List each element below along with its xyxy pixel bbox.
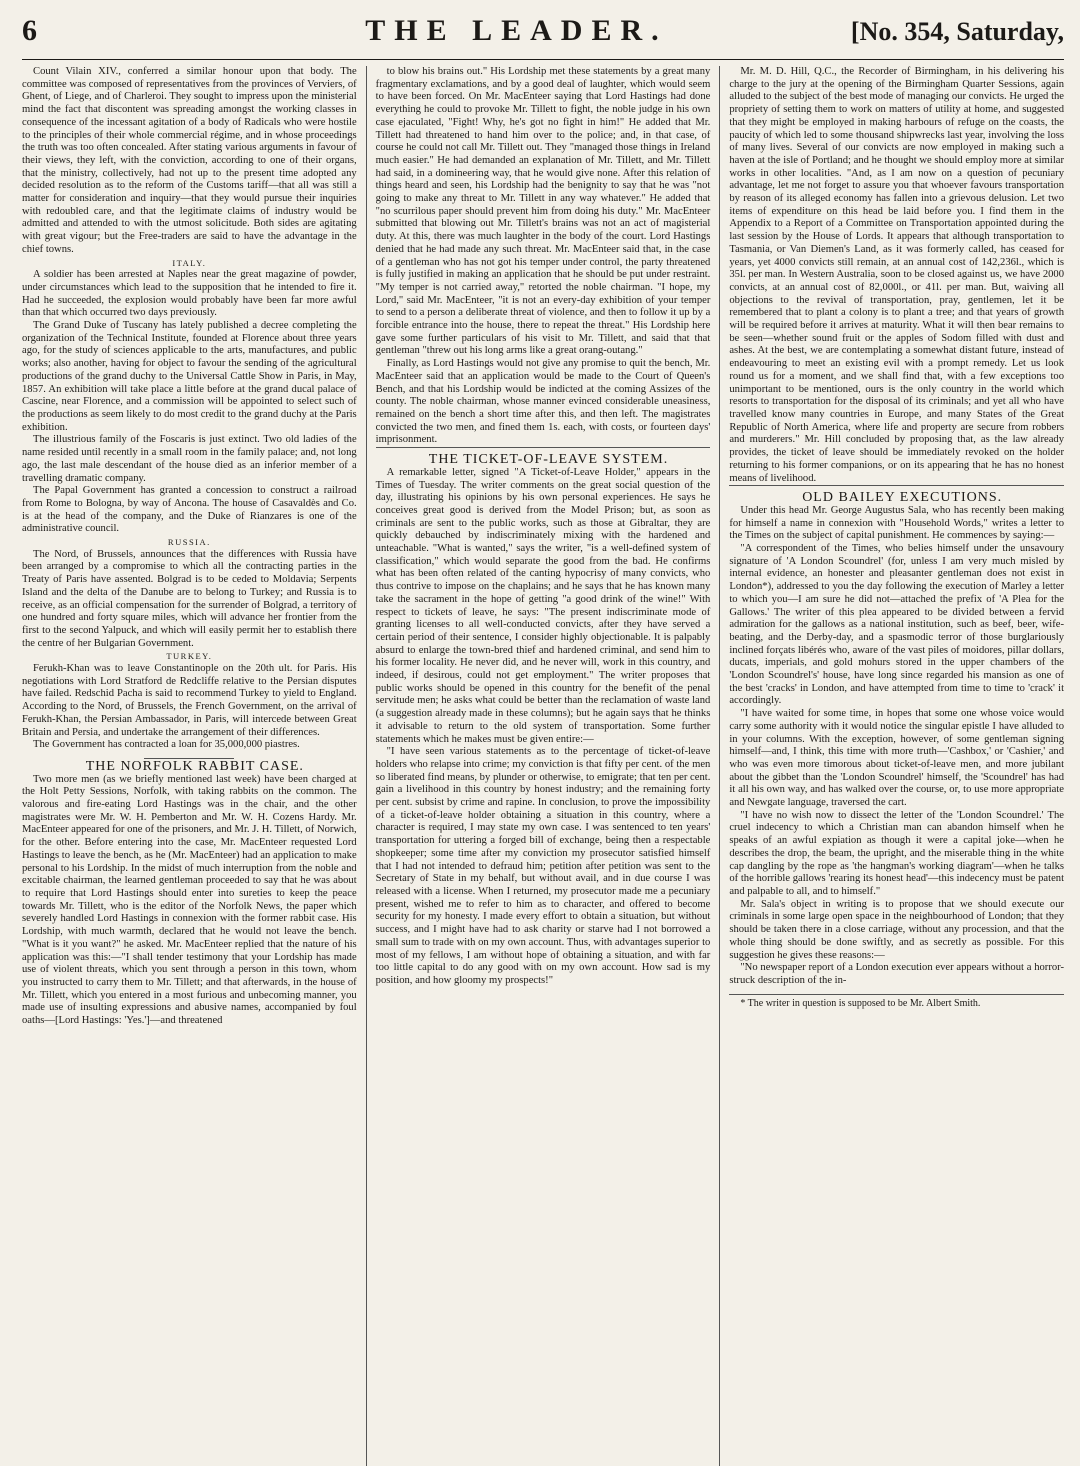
paragraph: The Nord, of Brussels, announces that the differences with Russia have been arranged by a compromise to which all the contracting parties in the Treaty of Paris have assented. Bolgrad is to be ceded to Moldavia; Serpents Island and the delta of the Danube are to belong to Turkey; and Russia is to receive, as an official compensation for the surrender of Bolgrad, a territory of one hundred and forty square miles, which will advance her frontier from the first to the second Yalpuck, and which will easily permit her to establish there the centre of her Bulgarian Government.	[22, 548, 357, 649]
article-heading-ticket-of-leave: THE TICKET-OF-LEAVE SYSTEM.	[376, 447, 711, 467]
issue-info: [No. 354, Saturday,	[850, 17, 1064, 46]
paragraph: A remarkable letter, signed "A Ticket-of-Leave Holder," appears in the Times of Tuesday. The writer comments on the great social question of the day, illustrating his opinions by his own personal experiences. He says he conceives great good is derived from the Model Prison; but, as soon as criminals are sent to the public works, such as those at Gibraltar, they are quickly debauched by indiscriminately mixing with the hardened and unteachable. "What is wanted," says the writer, "is a well-defined system of classification," which would separate the good from the bad. He confirms what has been often related of the canting hypocrisy of many convicts, who thus contrive to impose on the chaplains; and he says that he has known many take the sacrament in the hope of getting "a good drink of the wine!" With respect to tickets of leave, he says: "The present indiscriminate mode of granting licenses to all well-conducted convicts, after they have served a certain period of their sentence, I consider highly objectionable. It is palpably absurd to enlarge the town-bred thief and hardened criminal, and send him to his former locality. He never did, and he never will, work in this country, and indeed, if desirous, could not get employment." The writer proposes that public works should be opened in this country for the benefit of the penal servitude men; he asks what could be better than the reclamation of waste land (a suggestion already made in these columns); but he again says that he thinks it advisable to return to the old system of transportation. Some further statements which he makes must be given entire:—	[375, 466, 711, 745]
newspaper-title: THE LEADER.	[365, 14, 668, 47]
paragraph: Mr. Sala's object in writing is to propose that we should execute our criminals in some large open space in the neighbourhood of London; that they should be taken there in a close carriage, without any procession, and that the whole thing should be done swiftly, and as secretly as possible. For this suggestion he gives these reasons:—	[729, 898, 1064, 961]
footnote-text: * The writer in question is supposed to be Mr. Albert Smith.	[740, 997, 981, 1009]
column-1	[22, 66, 367, 1466]
paragraph: Count Vilain XIV., conferred a similar honour upon that body. The committee was composed of representatives from the provinces of Verviers, of Ghent, of Liege, and of Charleroi. They sought to impress upon the ministerial mind the fact that discontent was spreading amongst the working classes in consequence of the incessant agitation of a body of Radicals who were hostile to the principles of their whole commercial régime, and in whose proceedings the truth was too often concealed. After stating various arguments in favour of their views, they left, with the conviction, according to one of their organs, that the ministry, collectively, had not up to the present time adopted any decided resolution as to the reform of the Customs tariff—that all was still a matter for consideration and inquiry—that they would pursue their inquiries with redoubled care, and that the legitimate claims of industry would be admitted and attended to with the utmost solicitude. Both sides are agitating with great vigour; but the Free-traders are said to have the advantage in the chief towns.	[22, 66, 357, 255]
section-subhead-italy: ITALY.	[172, 257, 207, 268]
page-number: 6	[22, 14, 37, 47]
paragraph: Mr. M. D. Hill, Q.C., the Recorder of Birmingham, in his delivering his charge to the jury at the opening of the Birmingham Quarter Sessions, again alluded to the subject of the best mode of managing our convicts. He urged the propriety of setting them to work on matters of utility at home, and suggested that they might be employed in making harbours of refuge on the coasts, the paucity of which led to some thousand shipwrecks last year, involving the loss of many lives. Several of our convicts are now employed in making such a haven at the isle of Portland; and he thought we should employ more at similar works in other localities. "And, as I am now on a question of pecuniary advantage, let me not forget to assure you that whoever favours transportation by reason of its alleged economy has fallen into a grievous delusion. Let two items of expenditure on this head be laid before you. I find them in the Appendix to a Report of a Committee on Transportation appointed during the last session by the House of Lords. It appears that although transportation to Tasmania, or Van Diemen's Land, as it was formerly called, has ceased for years, yet 4000 convicts still remain, at an annual cost of 142,236l., which is 35l. per man. In Western Australia, soon to be closed against us, we have 2000 convicts, at an annual cost of 82,000l., or 41l. per man. But, waiving all objections to the revival of transportation, pray, gentlemen, let it be remembered that to plant a colony is to plant a tree; and that years of growth will be required before it arrives at maturity. What it will then bear remains to be seen—whether sound fruit or the apples of Sodom filled with dust and ashes. At the best, we are contemplating a somewhat distant future, instead of endeavouring to meet an existing evil with a prompt remedy. Let us look round us for a moment, and we shall find that, with a few exceptions too unimportant to be mentioned, ours is the only country in the world which resorts to transportation for the disposal of its criminals; and yet all who have travelled know many countries in Europe, and many States of the Great Republic of North America, where life and property are secure from robbers and murderers." Mr. Hill concluded by proposing that, as the law already provides, the ticket of leave should be immediately revoked on the holder returning to his former companions, or on its appearing that he has no honest means of livelihood.	[729, 66, 1064, 484]
section-subhead-russia: RUSSIA.	[167, 537, 211, 548]
article-heading-old-bailey: OLD BAILEY EXECUTIONS.	[729, 485, 1064, 505]
masthead	[22, 14, 1064, 60]
paragraph: "I have no wish now to dissect the letter of the 'London Scoundrel.' The cruel indecency to which a Christian man can abandon himself when he speaks of an awful expiation as though it were a capital joke—when he describes the drop, the beam, the upright, and the miserable thing in the white cap dangling by the rope as 'the hangman's working diagram'—when he talks of the horrible gallows 'rearing its honest head'—this indecency must be patent and palpable to all, and to himself."	[729, 809, 1064, 897]
paragraph: "A correspondent of the Times, who belies himself under the unsavoury signature of 'A London Scoundrel' (for, unless I am very much misled by internal evidence, an honester and pleasanter gentleman does not exist in London*), addressed to you the day following the execution of Marley a letter to which you—I am sure he did not—attached the prefix of 'A Plea for the Gallows.' The writer of this plea appeared to be divided between a fervid admiration for the gallows as a national institution, such as beef, beer, wife-beating, and the Derby-day, and a spasmodic terror of those burglariously inclined forçats libérés who, aware of the vast piles of moidores, pillar dollars, ducats, imperials, and gold mohurs stored in the upper chambers of the 'London Scoundrel's' house, have long since regarded his mansion as one of the best 'cracks' in London, and have attempted from time to time to 'crack' it accordingly.	[729, 543, 1064, 707]
article-heading-norfolk: THE NORFOLK RABBIT CASE.	[85, 758, 304, 774]
paragraph: Finally, as Lord Hastings would not give any promise to quit the bench, Mr. MacEnteer said that an application would be made to the Court of Queen's Bench, and that his Lordship would be indicted at the coming Assizes of the county. The noble chairman, whose manner evinced considerable uneasiness, remained on the bench a short time after this, and then left. The magistrates convicted the two men, and fined them 1s. each, with costs, or fourteen days' imprisonment.	[375, 358, 711, 446]
paragraph: Ferukh-Khan was to leave Constantinople on the 20th ult. for Paris. His negotiations with Lord Stratford de Redcliffe relative to the Persian disputes have failed. Redschid Pacha is said to recommend Turkey to yield to England. According to the Nord, of Brussels, the French Government, on the arrival of Ferukh-Khan, the Persian Ambassador, in Paris, will intercede between Great Britain and Persia, and undertake the arrangement of their differences.	[22, 663, 357, 738]
paragraph: "I have waited for some time, in hopes that some one whose voice would carry some authority with it would notice the singular epistle I have alluded to in your columns. With the exception, however, of some gentleman signing himself—and, I think, this time with more truth—'Cashbox,' or 'Cashier,' and who was even more timorous about ticket-of-leave men, and more jubilant about the gibbet than the 'London Scoundrel' himself, the 'Scoundrel' has had it all his own way, and has walked over the course, or, to use more appropriate and Newgate language, traversed the cart.	[729, 708, 1064, 809]
footnote	[729, 994, 1064, 1011]
column-3	[720, 66, 1064, 1466]
paragraph: Under this head Mr. George Augustus Sala, who has recently been making for himself a name in connexion with "Household Words," writes a letter to the Times on the subject of capital punishment. He commences by saying:—	[729, 504, 1064, 542]
article-columns	[22, 66, 1064, 1466]
paragraph: "No newspaper report of a London execution ever appears without a horror-struck description of the in-	[729, 962, 1064, 986]
paragraph: The Papal Government has granted a concession to construct a railroad from Rome to Bologna, by way of Ancona. The house of Casavaldès and Co. is at the head of the company, and the Duke of Rianzares is one of the administrative council.	[22, 485, 357, 535]
paragraph: "I have seen various statements as to the percentage of ticket-of-leave holders who relapse into crime; my conviction is that fifty per cent. of the men so liberated find means, by plunder or otherwise, to emigrate; that ten per cent. gain a livelihood in this country by honest industry; and the remaining forty per cent. subsist by crime and rapine. In conclusion, to prove the impossibility of a ticket-of-leave holder obtaining a situation in this country, where a character is required, I may state my own case. I was sentenced to ten years' transportation for uttering a forged bill of exchange, being then a respectable shopkeeper; some time after my conviction my prosecutor satisfied himself that I had not intended to defraud him; petition after petition was sent to the Secretary of State in my behalf, but without avail, and in due course I was released with a license. When I returned, my prosecutor made me a pecuniary present, wished me to refer to him as to character, and offered to become security for my honesty. I made every effort to obtain a situation, but without success, and I might have had to ask charity or starve had I not borrowed a small sum to trade with on my own account. Thus, with advantages superior to most of my fellows, I am without hope of obtaining a situation, and with far too little capital to do any good with on my own account. How sad is my position, and how gloomy my prospects!"	[375, 746, 711, 986]
paragraph: The Government has contracted a loan for 35,000,000 piastres.	[33, 739, 300, 751]
paragraph: The illustrious family of the Foscaris is just extinct. Two old ladies of the name resided until recently in a small room in the family palace; and, not long ago, the last male descendant of the house died as an inferior member of a travelling dramatic company.	[22, 434, 357, 484]
paragraph: A soldier has been arrested at Naples near the great magazine of powder, under circumstances which lead to the supposition that he intended to fire it. Had he succeeded, the explosion would probably have been far more awful than that which occurred two days previously.	[22, 269, 357, 319]
section-subhead-turkey: TURKEY.	[166, 651, 213, 662]
column-2	[367, 66, 721, 1466]
paragraph: Two more men (as we briefly mentioned last week) have been charged at the Holt Petty Sessions, Norfolk, with taking rabbits on the common. The valorous and fire-eating Lord Hastings was in the chair, and the other magistrates were Mr. W. H. Pemberton and Mr. W. H. Cozens Hardy. Mr. MacEnteer appeared for one of the prisoners, and Mr. J. H. Tillett, of Norwich, for the other. Before entering into the case, Mr. MacEnteer requested Lord Hastings to leave the bench, as he (Mr. MacEnteer) had an application to make personal to his Lordship. In the midst of much interruption from the noble and excitable chairman, the learned gentleman proceeded to say that he was about to require that Lord Hastings should enter into sureties to keep the peace towards Mr. Tillett, who is the editor of the Norfolk News, the paper which severely handled Lord Hastings in connexion with the former rabbit case. His Lordship, with much warmth, declared that he would not leave the bench. "What is it you want?" he asked. Mr. MacEnteer replied that the nature of his application was this:—"I shall tender testimony that your Lordship has made use of violent threats, which you sent through a person in this town, whom you instructed to carry them to Mr. Tillett; and that afterwards, in the house of Mr. Tillett, which you entered in a most furious and unbecoming manner, you made use of insulting expressions and abusive names, accompanied by foul oaths—[Lord Hastings: 'Yes.']—and threatened	[22, 773, 357, 1027]
paragraph: The Grand Duke of Tuscany has lately published a decree completing the organization of the Technical Institute, founded at Florence about three years ago, for the study of sciences applicable to the arts, manufactures, and public works; also another, having for object to favour the sending of the agricultural productions of the grand duchy to the Universal Cattle Show in Paris, in May, 1857. An exhibition will take place a little before at the grand ducal palace of Cascine, near Florence, and a commission will be appointed to select such of the productions as seem likely to do most credit to the grand duchy at the Paris exhibition.	[22, 320, 357, 433]
paragraph: to blow his brains out." His Lordship met these statements by a great many fragmentary exclamations, and by a good deal of laughter, which would seem to have been forced. On Mr. MacEnteer saying that Lord Hastings had done everything he could to provoke Mr. Tillett to fight, the noble judge in his own case ejaculated, "Fight! Why, he's got no fight in him!" He added that Mr. Tillett had threatened to hand him over to the police; and, in that case, of course he could not call Mr. Tillett out. They "managed those things in Ireland much easier." He had demanded an explanation of Mr. Tillett, and Mr. Tillett had said, in a domineering way, that he would give none. After this relation of things heard and seen, his Lordship had the benignity to say that he was "not going to make any threat to Mr. Tillett in any way whatever." He added that "no scurrilous paper should prevent him from doing his duty." Mr. MacEnteer submitted that blowing out Mr. Tillett's brains was not an act of magisterial duty. At this, there was much laughter in the body of the court. Lord Hastings denied that he had made any such threat. Mr. MacEnteer said that, in the case of a gentleman who has not got his temper under control, the party threatened is fully justified in making an application that he should be put under restraint. "My temper is not carried away," retorted the noble chairman. "I hope, my Lord," said Mr. MacEnteer, "it is not an every-day exhibition of your temper to send to a person a deliberate threat of violence, and then to follow it up by a forcible entrance into the house, there to repeat the threat." His Lordship here gave some further particulars of his visit to Mr. Tillett, and said that that gentleman "threw out his long arms like a great orang-outang."	[375, 66, 711, 357]
